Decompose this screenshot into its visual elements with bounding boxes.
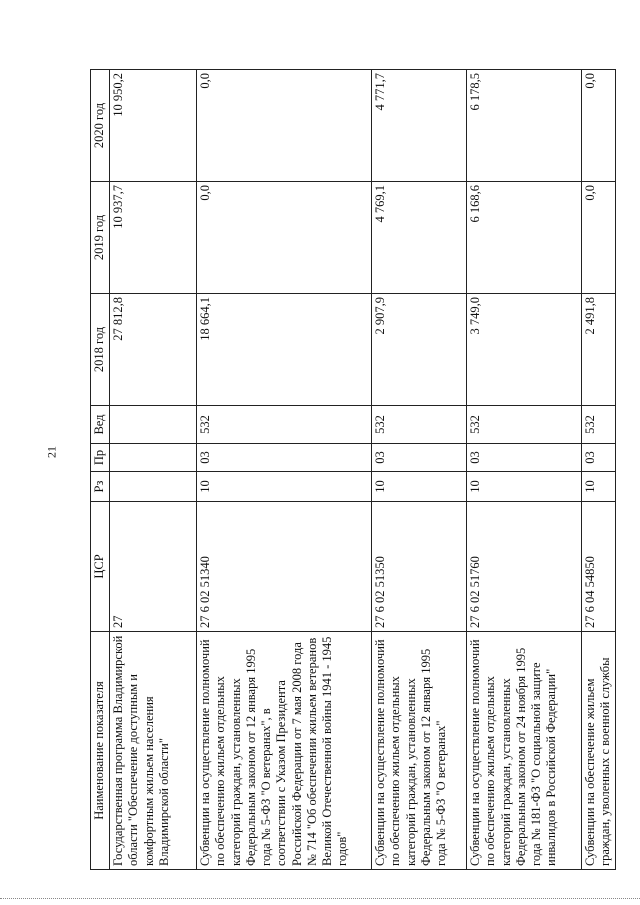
row-pr: 03 [467, 444, 582, 472]
row-name: Субвенции на осуществление полномочий по обеспечению жильем отдельных категорий граждан, установленных Федеральным законом от 12 января 1995 года № 5-ФЗ "О ветеранах" [372, 632, 467, 870]
table-header-row [91, 70, 110, 870]
row-csr: 27 6 02 51350 [372, 502, 467, 632]
row-csr: 27 6 02 51760 [467, 502, 582, 632]
rotated-table-container [90, 70, 630, 870]
row-2018: 18 664,1 [197, 294, 372, 406]
header-2020: 2020 год [91, 70, 110, 182]
row-rz: 10 [582, 472, 616, 502]
row-pr: 03 [197, 444, 372, 472]
table-row [372, 70, 467, 870]
table-row [582, 70, 616, 870]
row-2020: 6 178,5 [467, 70, 582, 182]
row-ved: 532 [372, 406, 467, 444]
row-csr: 27 6 02 51340 [197, 502, 372, 632]
table-row [197, 70, 372, 870]
row-2019: 0,0 [197, 182, 372, 294]
row-ved: 532 [467, 406, 582, 444]
row-name: Субвенции на осуществление полномочий по обеспечению жильем отдельных категорий граждан, установленных Федеральным законом от 24 ноября 1995 года № 181-ФЗ "О социальной защите инвалидов в Российской Федерации" [467, 632, 582, 870]
header-2018: 2018 год [91, 294, 110, 406]
row-name: Субвенции на обеспечение жильем граждан, уволенных с военной службы [582, 632, 616, 870]
row-2018: 27 812,8 [110, 294, 197, 406]
row-2020: 4 771,7 [372, 70, 467, 182]
table-row [110, 70, 197, 870]
row-2018: 3 749,0 [467, 294, 582, 406]
scan-edge-line [0, 898, 640, 901]
row-2020: 0,0 [197, 70, 372, 182]
header-ved: Вед [91, 406, 110, 444]
row-pr: 03 [582, 444, 616, 472]
header-pr: Пр [91, 444, 110, 472]
row-2018: 2 491,8 [582, 294, 616, 406]
row-2019: 0,0 [582, 182, 616, 294]
row-2018: 2 907,9 [372, 294, 467, 406]
header-name: Наименование показателя [91, 632, 110, 870]
row-rz [110, 472, 197, 502]
row-2019: 6 168,6 [467, 182, 582, 294]
row-ved: 532 [197, 406, 372, 444]
row-rz: 10 [467, 472, 582, 502]
header-csr: ЦСР [91, 502, 110, 632]
row-ved [110, 406, 197, 444]
page-number: 21 [44, 446, 59, 458]
row-rz: 10 [197, 472, 372, 502]
row-name: Государственная программа Владимирской области "Обеспечение доступным и комфортным жильем населения Владимирской области" [110, 632, 197, 870]
row-name: Субвенции на осуществление полномочий по обеспечению жильем отдельных категорий граждан, установленных Федеральным законом от 12 января 1995 года № 5-ФЗ "О ветеранах", в соответствии с Указом Президента Российской Федерации от 7 мая 2008 года № 714 "Об обеспечении жильем ветеранов Великой Отечественной войны 1941 - 1945 годов" [197, 632, 372, 870]
row-pr: 03 [372, 444, 467, 472]
header-2019: 2019 год [91, 182, 110, 294]
document-page [90, 70, 630, 870]
table-row [467, 70, 582, 870]
row-ved: 532 [582, 406, 616, 444]
budget-table [90, 69, 616, 870]
row-csr: 27 [110, 502, 197, 632]
row-2019: 4 769,1 [372, 182, 467, 294]
header-rz: Рз [91, 472, 110, 502]
row-rz: 10 [372, 472, 467, 502]
row-2020: 10 950,2 [110, 70, 197, 182]
row-pr [110, 444, 197, 472]
row-2019: 10 937,7 [110, 182, 197, 294]
row-csr: 27 6 04 54850 [582, 502, 616, 632]
row-2020: 0,0 [582, 70, 616, 182]
